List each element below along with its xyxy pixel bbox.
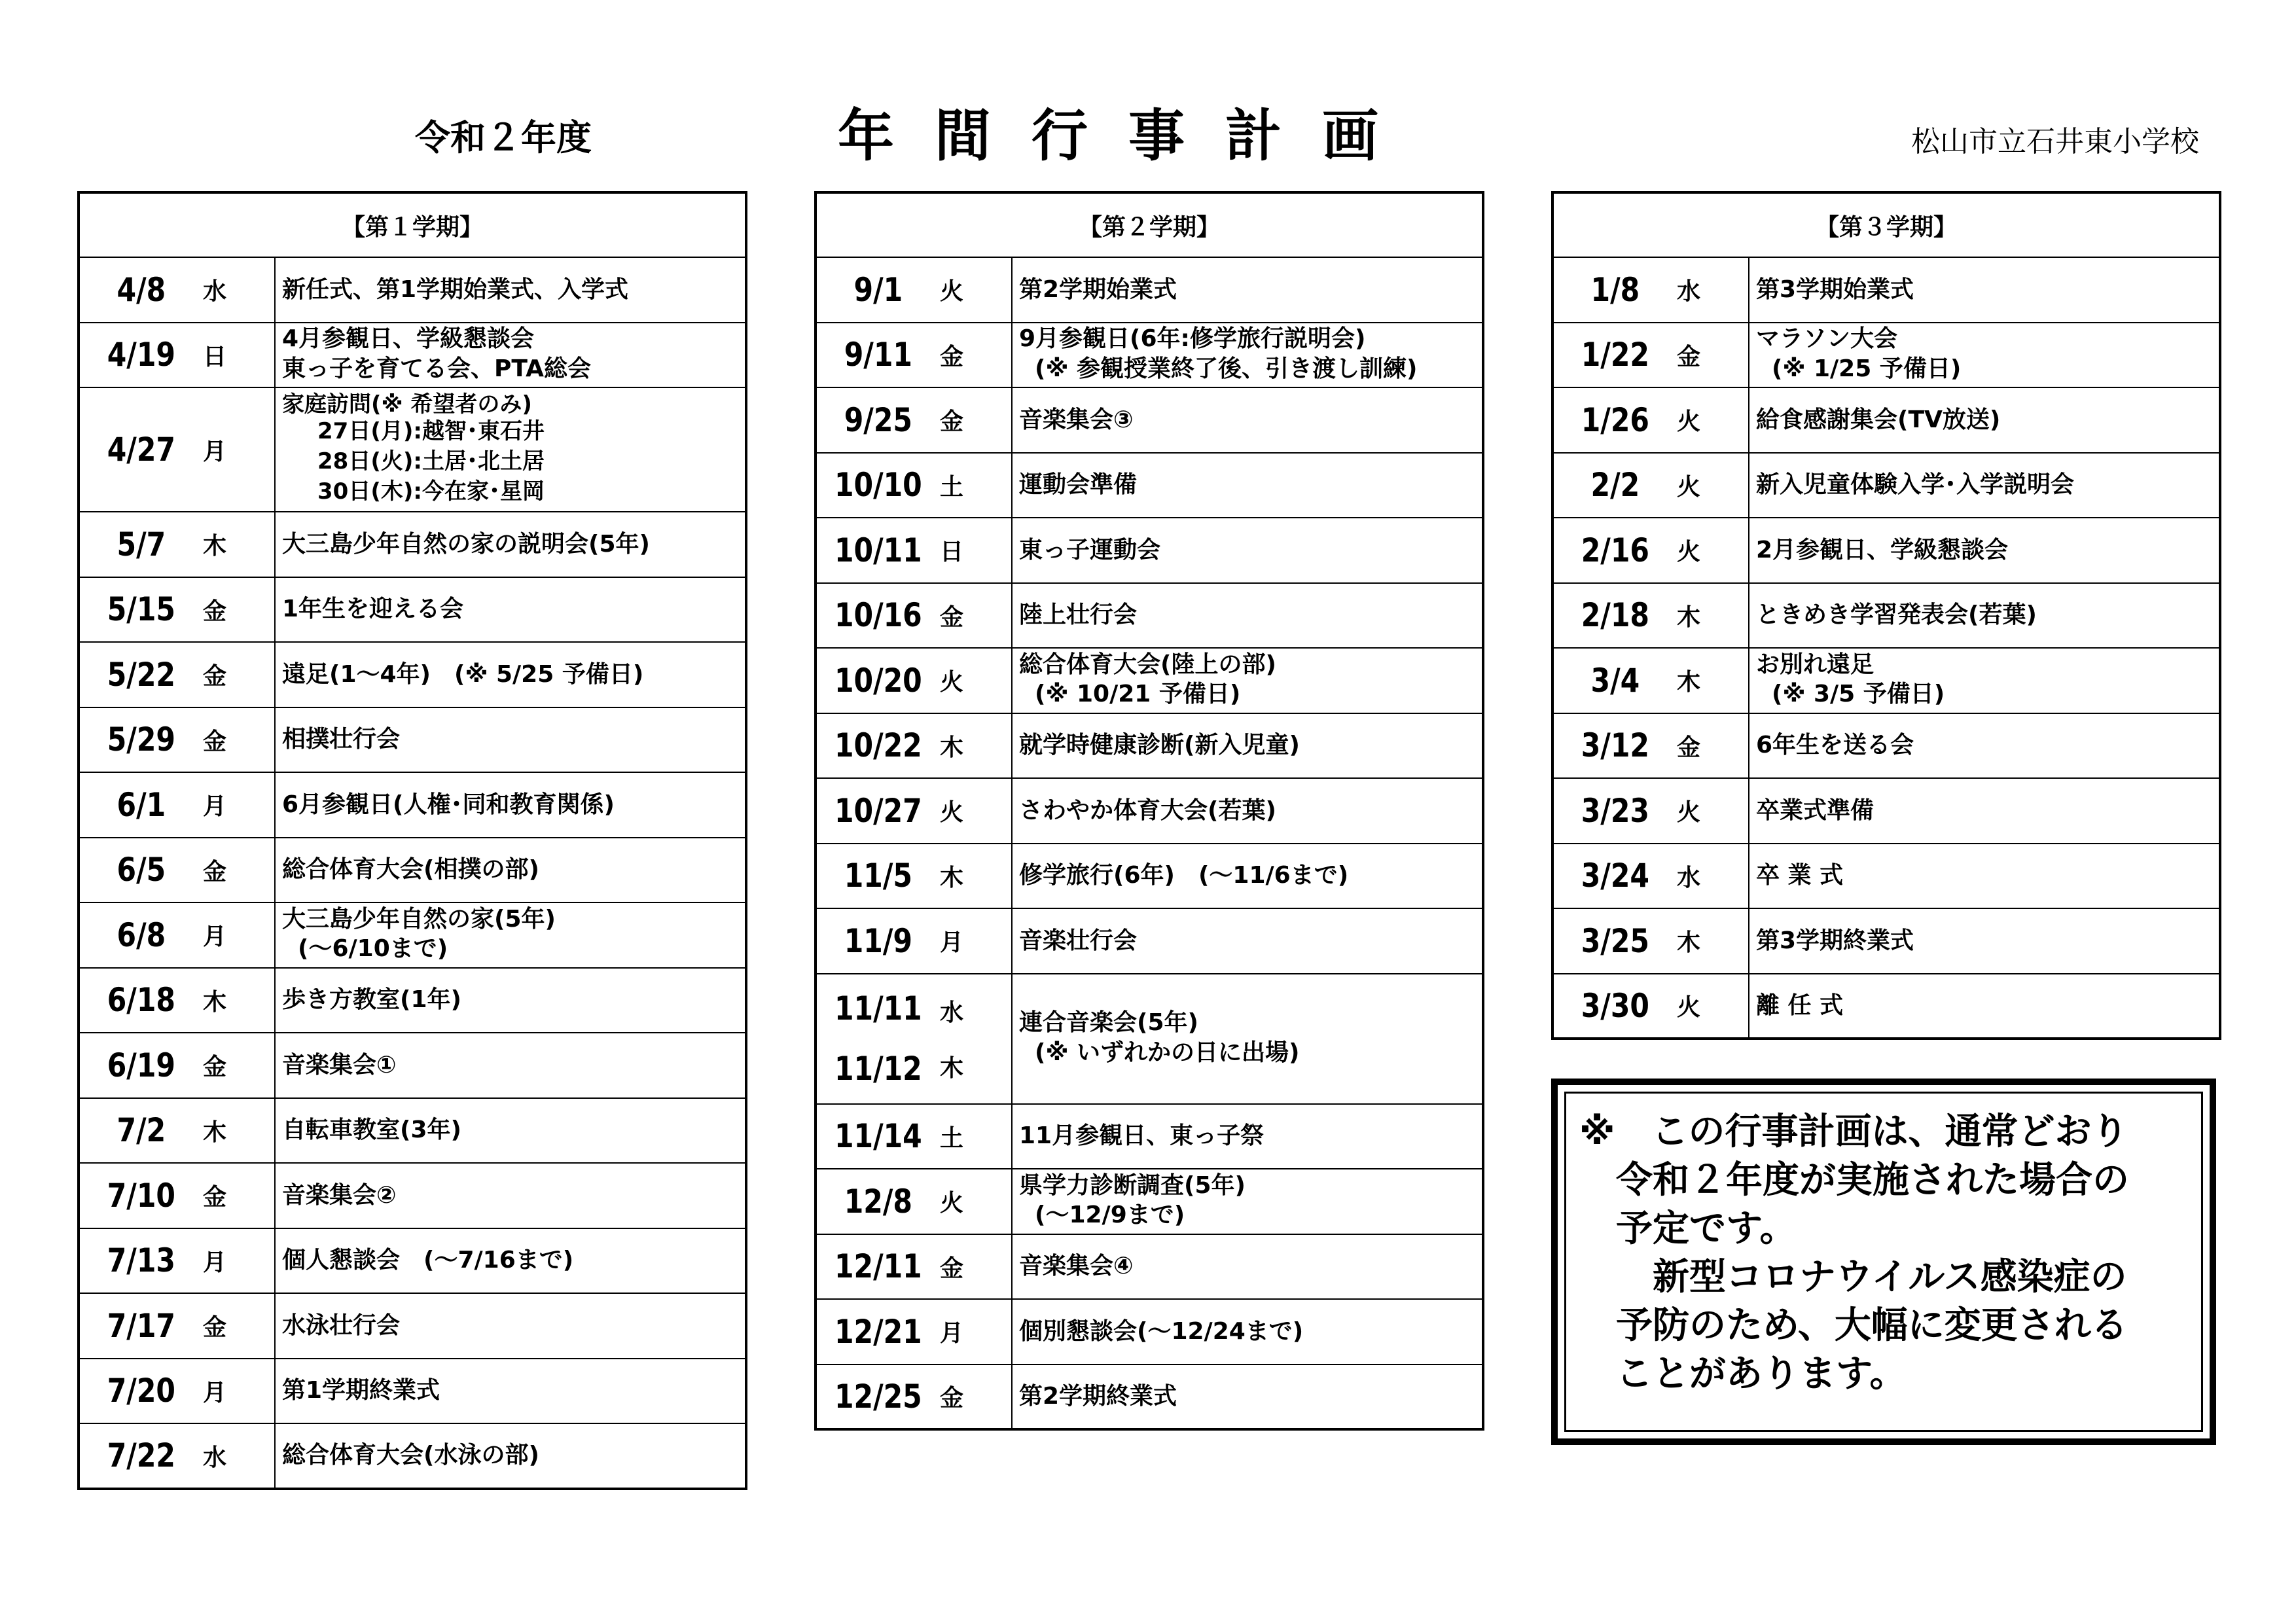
event-line: 11月参観日、東っ子祭 [1019,1122,1265,1150]
table-row [79,1293,746,1359]
table-row [816,648,1483,713]
event-line: 相撲壮行会 [282,726,401,753]
event-line: 東っ子運動会 [1019,536,1161,563]
event-date: 6/18 [88,968,194,1033]
event-line: 歩き方教室(1年) [282,986,461,1014]
term3-heading: 【第３学期】 [1552,192,2220,257]
event-description [275,772,746,838]
table-row [79,902,746,968]
event-date-1: 11/11 [834,990,922,1027]
event-weekday: 火 [1677,974,1749,1039]
event-line: お別れ遠足 [1756,651,1874,678]
event-line: 9月参観日(6年:修学旅行説明会) [1019,325,1366,352]
event-weekday-1: 水 [940,999,964,1026]
event-weekday: 木 [940,844,1012,909]
event-weekday: 日 [203,323,275,388]
event-description [1012,908,1483,974]
table-row [79,257,746,323]
event-date: 3/4 [1562,648,1668,713]
table-row [79,577,746,643]
event-line: 総合体育大会(陸上の部) [1019,651,1276,678]
event-description [1012,453,1483,518]
event-date: 7/20 [88,1359,194,1424]
term2-heading: 【第２学期】 [816,192,1483,257]
event-date: 6/1 [88,772,194,838]
event-date: 7/13 [88,1228,194,1294]
event-weekday: 金 [940,1364,1012,1430]
event-line: (※ 1/25 予備日) [1772,355,1962,382]
event-description [1012,648,1483,713]
table-row [816,1364,1483,1430]
event-date: 10/22 [825,713,931,779]
event-description [275,1098,746,1164]
event-line: 6月参観日(人権･同和教育関係) [282,791,615,818]
event-line: 運動会準備 [1019,471,1138,499]
event-weekday: 木 [1677,583,1749,649]
table-row [79,968,746,1033]
event-date: 1/26 [1562,387,1668,453]
table-row [79,387,746,512]
event-date: 3/25 [1562,908,1668,974]
event-line: 第2学期始業式 [1019,276,1177,303]
event-date: 12/11 [825,1234,931,1300]
event-line: 東っ子を育てる会、PTA総会 [282,355,592,382]
event-description [1012,844,1483,909]
event-description [1012,1299,1483,1364]
table-row [816,908,1483,974]
event-date: 5/7 [88,512,194,577]
event-line: (※ 参観授業終了後、引き渡し訓練) [1035,355,1418,382]
event-line: 就学時健康診断(新入児童) [1019,732,1300,759]
table-row [1552,583,2220,649]
event-line: 音楽集会① [282,1051,397,1079]
event-description [1749,778,2220,844]
event-line: マラソン大会 [1756,325,1898,352]
table-row [816,583,1483,649]
table-row [79,1359,746,1424]
event-line: 大三島少年自然の家(5年) [282,905,556,933]
event-description [275,968,746,1033]
event-weekday: 月 [940,1299,1012,1364]
event-date: 11/9 [825,908,931,974]
table-row [79,1098,746,1164]
event-date: 7/10 [88,1163,194,1228]
event-weekday: 月 [203,902,275,968]
event-weekday: 木 [1677,648,1749,713]
event-date: 5/29 [88,707,194,773]
event-description [1749,908,2220,974]
event-description [275,1163,746,1228]
event-weekday: 木 [203,1098,275,1164]
table-row [79,772,746,838]
event-description [1012,1104,1483,1169]
event-description [1749,583,2220,649]
event-line: 2月参観日、学級懇談会 [1756,536,2009,563]
event-date: 1/8 [1562,257,1668,323]
event-weekday: 木 [203,512,275,577]
term2-table [814,191,1484,1431]
event-weekday: 火 [940,778,1012,844]
event-line: 家庭訪問(※ 希望者のみ) [282,391,532,418]
event-date: 12/25 [825,1364,931,1430]
event-line: 総合体育大会(相撲の部) [282,856,539,883]
table-row [816,974,1483,1104]
event-description [1749,387,2220,453]
table-row [79,512,746,577]
event-weekday: 金 [203,577,275,643]
event-date: 12/8 [825,1169,931,1234]
event-description [1749,323,2220,388]
event-description [1012,713,1483,779]
event-line: 大三島少年自然の家の説明会(5年) [282,530,650,558]
table-row [816,257,1483,323]
event-weekday: 金 [1677,323,1749,388]
table-row [816,778,1483,844]
event-date: 6/8 [88,902,194,968]
event-date: 10/10 [825,453,931,518]
event-description [1012,1364,1483,1430]
event-line: 水泳壮行会 [282,1311,401,1339]
notice-line: ※ この行事計画は、通常どおり [1579,1111,2128,1153]
event-line: (～6/10まで) [298,935,448,963]
event-weekday: 金 [203,1293,275,1359]
event-weekday: 月 [940,908,1012,974]
event-weekday-2: 木 [940,1055,964,1082]
event-description [1012,1234,1483,1300]
table-row [1552,844,2220,909]
event-weekday [940,974,1012,1104]
event-date: 7/22 [88,1423,194,1489]
table-row [816,323,1483,388]
event-date: 2/18 [1562,583,1668,649]
event-weekday: 火 [1677,453,1749,518]
event-date: 12/21 [825,1299,931,1364]
table-row [1552,974,2220,1039]
event-line: 新入児童体験入学･入学説明会 [1756,471,2075,499]
event-date: 9/25 [825,387,931,453]
event-weekday: 金 [203,1163,275,1228]
event-line: 第2学期終業式 [1019,1382,1177,1410]
table-row [79,1228,746,1294]
event-line: 音楽集会③ [1019,406,1134,433]
table-row [816,387,1483,453]
notice-line: 令和２年度が実施された場合の [1579,1158,2129,1202]
event-description [275,1359,746,1424]
event-line: 27日(月):越智･東石井 [317,418,545,445]
event-line: 第3学期始業式 [1756,276,1914,303]
term1-table [77,191,747,1490]
event-date: 11/14 [825,1104,931,1169]
event-line: 県学力診断調査(5年) [1019,1171,1246,1199]
event-line: 第1学期終業式 [282,1377,440,1404]
event-date: 9/11 [825,323,931,388]
event-line: 修学旅行(6年) (～11/6まで) [1019,862,1349,889]
term1-heading: 【第１学期】 [79,192,746,257]
event-weekday: 水 [1677,257,1749,323]
event-line: 卒業式準備 [1756,796,1874,824]
event-line: 給食感謝集会(TV放送) [1756,406,2001,433]
event-date: 5/15 [88,577,194,643]
event-line: 30日(木):今在家･星岡 [317,478,545,505]
event-weekday: 火 [1677,518,1749,583]
table-row [1552,257,2220,323]
event-description [1012,778,1483,844]
event-weekday: 金 [203,1033,275,1098]
event-weekday: 金 [940,323,1012,388]
event-description [275,577,746,643]
event-description [1012,583,1483,649]
event-weekday: 木 [203,968,275,1033]
event-weekday: 日 [940,518,1012,583]
event-description [1012,257,1483,323]
event-date: 1/22 [1562,323,1668,388]
event-description [275,1293,746,1359]
event-description [1012,323,1483,388]
event-weekday: 金 [940,583,1012,649]
event-line: 陸上壮行会 [1019,601,1138,629]
event-weekday: 水 [1677,844,1749,909]
event-date: 2/16 [1562,518,1668,583]
event-line: ときめき学習発表会(若葉) [1756,601,2037,629]
table-row [79,642,746,707]
event-date: 4/19 [88,323,194,388]
event-weekday: 金 [940,387,1012,453]
event-date: 3/30 [1562,974,1668,1039]
event-date: 6/5 [88,838,194,903]
event-date: 3/24 [1562,844,1668,909]
event-date: 10/27 [825,778,931,844]
table-row [1552,648,2220,713]
event-description [275,323,746,388]
table-row [1552,908,2220,974]
table-row [79,323,746,388]
event-weekday: 火 [1677,387,1749,453]
event-date: 11/5 [825,844,931,909]
event-line: (※ いずれかの日に出場) [1035,1039,1300,1066]
event-description [275,512,746,577]
event-weekday: 金 [203,838,275,903]
event-line: 連合音楽会(5年) [1019,1008,1198,1036]
event-date: 5/22 [88,642,194,707]
table-row [79,1423,746,1489]
event-description [275,838,746,903]
event-date-2: 11/12 [834,1050,922,1088]
table-row [816,1169,1483,1234]
event-line: 遠足(1～4年) (※ 5/25 予備日) [282,660,644,688]
table-row [79,838,746,903]
event-weekday: 金 [203,707,275,773]
event-date: 4/8 [88,257,194,323]
event-weekday: 金 [1677,713,1749,779]
table-row [1552,518,2220,583]
event-line: (※ 10/21 予備日) [1035,681,1241,708]
event-line: 6年生を送る会 [1756,732,1914,759]
table-row [1552,453,2220,518]
event-date: 6/19 [88,1033,194,1098]
event-date: 10/11 [825,518,931,583]
event-weekday: 火 [940,257,1012,323]
event-line: (※ 3/5 予備日) [1772,681,1945,708]
page-title: 年間行事計画 [838,103,1419,169]
event-line: 自転車教室(3年) [282,1116,461,1144]
event-line: 音楽集会④ [1019,1253,1134,1280]
event-description [1749,974,2220,1039]
event-description [275,387,746,512]
event-weekday: 月 [203,772,275,838]
event-line: 卒 業 式 [1756,862,1844,889]
event-weekday: 火 [940,648,1012,713]
event-description [275,1033,746,1098]
event-line: (～12/9まで) [1035,1202,1185,1229]
notice-line: ことがあります。 [1579,1352,1907,1395]
table-row [816,713,1483,779]
table-row [79,1163,746,1228]
event-description [1012,1169,1483,1234]
event-weekday: 月 [203,1228,275,1294]
event-description [1749,713,2220,779]
weekday-pair [940,994,1011,1083]
event-date [825,974,931,1104]
event-description [1749,453,2220,518]
notice-line: 予定です。 [1579,1207,1797,1250]
event-line: 個別懇談会(～12/24まで) [1019,1317,1304,1345]
event-weekday: 水 [203,1423,275,1489]
table-row [816,1299,1483,1364]
event-description [275,1423,746,1489]
event-description [275,1228,746,1294]
event-description [1749,648,2220,713]
event-weekday: 月 [203,1359,275,1424]
event-weekday: 金 [940,1234,1012,1300]
event-description [1012,974,1483,1104]
term3-table [1551,191,2221,1040]
event-line: 音楽集会② [282,1181,397,1209]
event-description [1012,518,1483,583]
event-date: 10/16 [825,583,931,649]
table-row [1552,713,2220,779]
event-weekday: 月 [203,387,275,512]
fiscal-year: 令和２年度 [415,117,592,158]
notice-line: 新型コロナウイルス感染症の [1579,1255,2127,1298]
event-weekday: 火 [940,1169,1012,1234]
table-row [79,1033,746,1098]
table-row [816,1234,1483,1300]
event-line: 個人懇談会 (～7/16まで) [282,1247,574,1274]
table-row [816,844,1483,909]
notice-text [1564,1092,2203,1432]
event-date: 3/12 [1562,713,1668,779]
event-line: 4月参観日、学級懇談会 [282,325,535,352]
event-line: 28日(火):土居･北土居 [317,448,545,475]
event-line: 新任式、第1学期始業式、入学式 [282,276,629,303]
event-description [1749,257,2220,323]
event-description [275,902,746,968]
event-description [1749,518,2220,583]
table-row [1552,323,2220,388]
event-description [275,257,746,323]
table-row [1552,387,2220,453]
event-date: 7/2 [88,1098,194,1164]
event-description [1749,844,2220,909]
notice-line: 予防のため、大幅に変更される [1579,1304,2128,1347]
event-line: 離 任 式 [1756,991,1844,1019]
event-description [1012,387,1483,453]
date-pair [826,990,931,1088]
table-row [816,1104,1483,1169]
event-weekday: 土 [940,1104,1012,1169]
event-weekday: 土 [940,453,1012,518]
event-line: 1年生を迎える会 [282,596,464,623]
event-date: 3/23 [1562,778,1668,844]
event-line: 第3学期終業式 [1756,927,1914,954]
table-row [79,707,746,773]
event-weekday: 木 [940,713,1012,779]
event-date: 7/17 [88,1293,194,1359]
table-row [1552,778,2220,844]
event-line: 総合体育大会(水泳の部) [282,1442,539,1469]
event-date: 4/27 [88,387,194,512]
event-weekday: 水 [203,257,275,323]
event-date: 9/1 [825,257,931,323]
event-weekday: 火 [1677,778,1749,844]
event-description [275,707,746,773]
notice-box [1551,1079,2216,1445]
table-row [816,453,1483,518]
table-row [816,518,1483,583]
event-description [275,642,746,707]
event-line: さわやか体育大会(若葉) [1019,796,1276,824]
event-date: 2/2 [1562,453,1668,518]
event-weekday: 金 [203,642,275,707]
event-weekday: 木 [1677,908,1749,974]
school-name: 松山市立石井東小学校 [1911,125,2199,158]
event-line: 音楽壮行会 [1019,927,1138,954]
event-date: 10/20 [825,648,931,713]
